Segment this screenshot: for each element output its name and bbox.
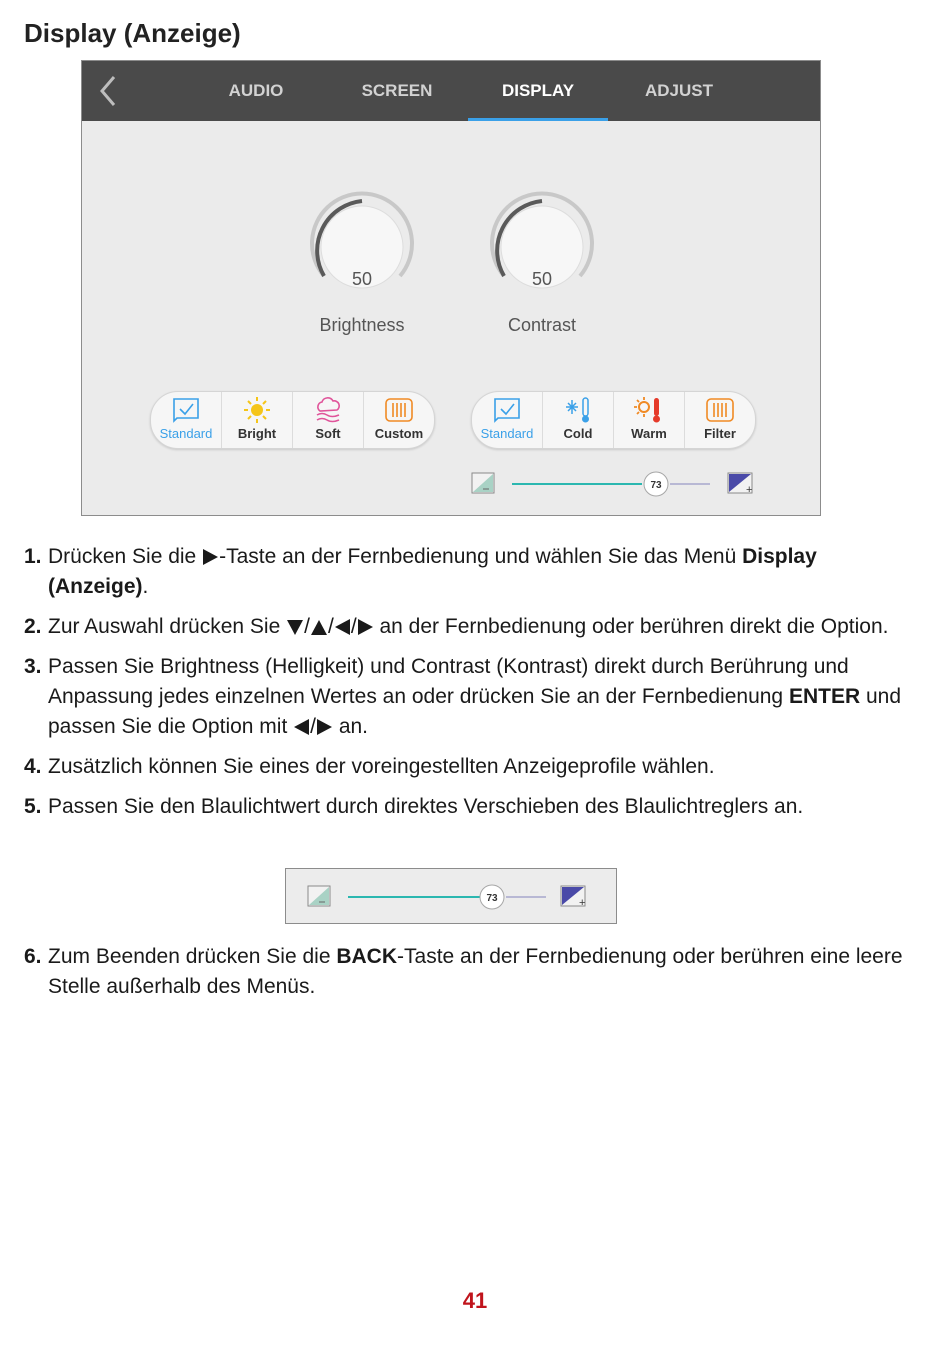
preset-label: Soft [315,426,341,441]
preset-label: Standard [159,426,213,441]
contrast-value: 50 [531,269,553,289]
blue-light-value: 73 [650,480,662,491]
blue-light-slider[interactable] [470,469,756,499]
color-preset-group [471,391,756,449]
blue-light-slider-example [285,868,617,924]
preset-custom-brightness[interactable] [364,392,434,448]
list-item: 4. Zusätzlich können Sie eines der voreingestellten Anzeigeprofile wählen. [24,755,715,778]
preset-label: Standard [480,426,534,441]
preset-soft[interactable] [293,392,364,448]
right-arrow-icon [358,619,373,635]
tab-adjust[interactable]: ADJUST [644,81,713,100]
contrast-dial-icon [482,191,602,311]
plus-icon: + [579,897,586,909]
equalizer-icon [384,396,414,424]
tab-screen[interactable]: SCREEN [361,81,433,100]
down-arrow-icon [287,620,303,635]
preset-label: Filter [704,426,736,441]
list-item: 2. Zur Auswahl drücken Sie / / / an der Fernbedienung oder berühren direkt die Option. [24,615,889,638]
brightness-dial-icon [302,191,422,311]
list-item: 1. Drücken Sie die -Taste an der Fernbedienung und wählen Sie das Menü Display (Anzeige). [24,545,817,598]
up-arrow-icon [311,620,327,635]
page-number: 41 [462,1288,488,1313]
equalizer-icon [705,396,735,424]
tab-bar [82,61,820,121]
sun-icon [242,396,272,424]
left-arrow-icon [335,619,350,635]
preset-bright[interactable] [222,392,293,448]
cold-thermometer-icon [563,396,593,424]
brightness-label: Brightness [319,315,405,335]
standard-check-icon [171,396,201,424]
tab-display[interactable]: DISPLAY [468,61,608,121]
warm-thermometer-icon [634,396,664,424]
left-arrow-icon [294,719,309,735]
preset-label: Bright [237,426,277,441]
page-title: Display (Anzeige) [24,18,241,48]
list-item: 3. Passen Sie Brightness (Helligkeit) und Contrast (Kontrast) direkt durch Berührung und Anpassung jedes einzelnen Wertes an oder drücken Sie an der Fernbedienung ENTER und passen Sie die Option mit / an. [24,655,901,738]
plus-icon: + [746,484,753,496]
contrast-label: Contrast [507,315,577,335]
preset-label: Warm [631,426,667,441]
instruction-list-continued [24,942,904,1012]
brightness-knob[interactable] [302,191,422,335]
list-item: 5. Passen Sie den Blaulichtwert durch direktes Verschieben des Blaulichtreglers an. [24,795,804,818]
display-menu-screenshot [81,60,821,516]
blue-light-slider[interactable] [306,882,596,912]
preset-label: Custom [374,426,424,441]
tab-audio[interactable]: AUDIO [228,81,284,100]
preset-label: Cold [563,426,593,441]
standard-check-icon [492,396,522,424]
preset-standard-brightness[interactable] [151,392,222,448]
preset-warm[interactable] [614,392,685,448]
preset-filter[interactable] [685,392,755,448]
preset-cold[interactable] [543,392,614,448]
list-item: 6. Zum Beenden drücken Sie die BACK-Taste an der Fernbedienung oder berühren eine leere Stelle außerhalb des Menüs. [24,945,903,998]
back-arrow-icon[interactable] [94,73,124,109]
contrast-knob[interactable] [482,191,602,335]
brightness-preset-group [150,391,435,449]
cloud-icon [313,396,343,424]
instruction-list [24,542,904,832]
blue-light-value: 73 [486,893,498,904]
preset-standard-color[interactable] [472,392,543,448]
brightness-value: 50 [351,269,373,289]
right-arrow-icon [317,719,332,735]
right-arrow-icon [203,549,218,565]
